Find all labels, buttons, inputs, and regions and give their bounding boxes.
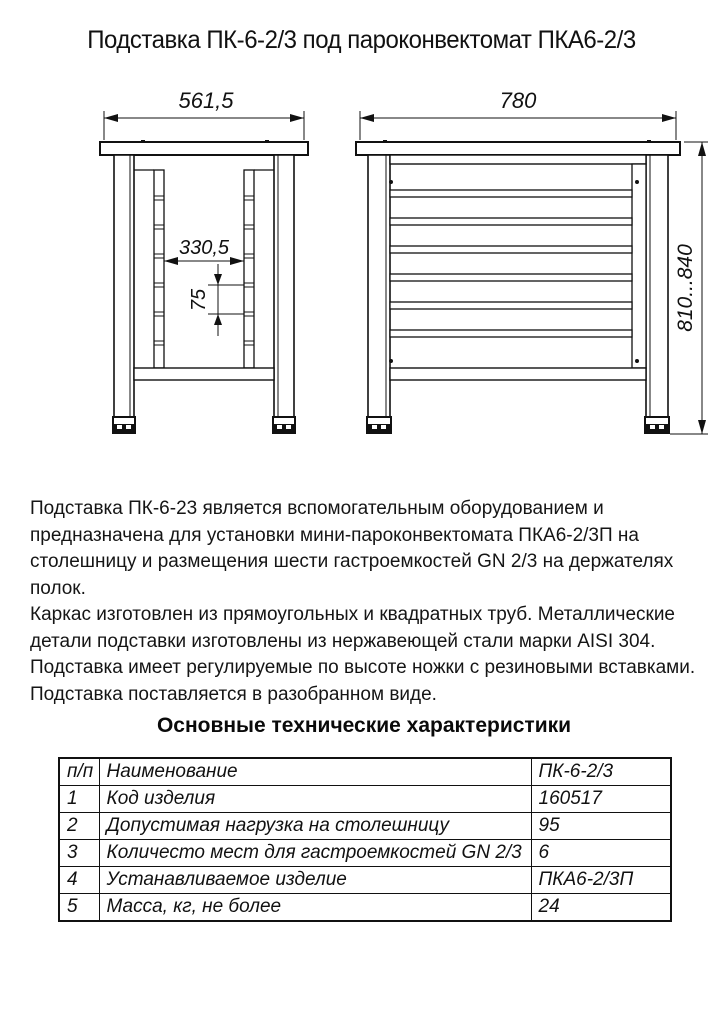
page-title: Подставка ПК-6-2/3 под пароконвектомат ПКА6-2/3 bbox=[87, 26, 636, 54]
row-name: Устанавливаемое изделие bbox=[99, 867, 531, 894]
crossbar bbox=[390, 368, 646, 380]
table-row bbox=[59, 786, 671, 813]
table-row bbox=[59, 813, 671, 840]
row-value: 6 bbox=[531, 840, 671, 867]
table-row bbox=[59, 894, 671, 922]
col-header-model: ПК-6-2/3 bbox=[531, 758, 671, 786]
dimension-label-front-inner-width: 330,5 bbox=[178, 237, 230, 259]
col-header-name: Наименование bbox=[99, 758, 531, 786]
row-index: 2 bbox=[59, 813, 99, 840]
row-value: ПКА6-2/3П bbox=[531, 867, 671, 894]
col-header-index: п/п bbox=[59, 758, 99, 786]
leg bbox=[114, 155, 134, 417]
shelf-guides bbox=[390, 190, 632, 337]
row-index: 5 bbox=[59, 894, 99, 922]
dimension-arrow bbox=[290, 114, 304, 122]
dimension-arrow bbox=[360, 114, 374, 122]
tabletop bbox=[356, 142, 680, 155]
adjustable-foot bbox=[644, 417, 670, 434]
top-frame-rail bbox=[390, 155, 646, 164]
dimension-arrow bbox=[230, 257, 244, 265]
description-text bbox=[30, 496, 702, 708]
adjustable-foot bbox=[272, 417, 296, 434]
row-name: Количесто мест для гастроемкостей GN 2/3 bbox=[99, 840, 531, 867]
row-name: Допустимая нагрузка на столешницу bbox=[99, 813, 531, 840]
tabletop bbox=[100, 142, 308, 155]
table-row bbox=[59, 840, 671, 867]
adjustable-foot bbox=[112, 417, 136, 434]
row-index: 4 bbox=[59, 867, 99, 894]
side-view-drawing bbox=[350, 84, 712, 446]
row-value: 95 bbox=[531, 813, 671, 840]
dimension-label-front-width: 561,5 bbox=[178, 88, 234, 113]
dimension-label-side-width: 780 bbox=[499, 88, 537, 113]
specs-title: Основные технические характеристики bbox=[156, 714, 572, 737]
specs-table bbox=[58, 757, 672, 922]
description-paragraph: Каркас изготовлен из прямоугольных и квадратных труб. Металлические детали подставки изготовлены из нержавеющей стали марки AISI 304. bbox=[30, 604, 675, 652]
row-name: Код изделия bbox=[99, 786, 531, 813]
dimension-arrow bbox=[214, 314, 222, 325]
table-row bbox=[59, 867, 671, 894]
leg bbox=[368, 155, 390, 417]
front-view-drawing bbox=[92, 84, 320, 446]
table-header-row bbox=[59, 758, 671, 786]
dimension-arrow bbox=[104, 114, 118, 122]
row-value: 160517 bbox=[531, 786, 671, 813]
description-paragraph: Подставка ПК-6-23 является вспомогательным оборудованием и предназначена для установки мини-пароконвектомата ПКА6-2/3П на столешницу и размещения шести гастроемкостей GN 2/3 на держателях полок. bbox=[30, 498, 674, 599]
dimension-arrow bbox=[662, 114, 676, 122]
dimension-label-shelf-pitch: 75 bbox=[188, 288, 210, 312]
description-paragraph: Подставка поставляется в разобранном виде. bbox=[30, 683, 437, 705]
dimension-arrow bbox=[214, 274, 222, 285]
dimension-arrow bbox=[698, 142, 706, 156]
row-index: 3 bbox=[59, 840, 99, 867]
leg bbox=[646, 155, 668, 417]
dimension-arrow bbox=[164, 257, 178, 265]
row-index: 1 bbox=[59, 786, 99, 813]
dimension-arrow bbox=[698, 420, 706, 434]
row-name: Масса, кг, не более bbox=[99, 894, 531, 922]
leg bbox=[274, 155, 294, 417]
rail-strip bbox=[632, 164, 646, 368]
crossbar bbox=[134, 368, 274, 380]
description-paragraph: Подставка имеет регулируемые по высоте ножки с резиновыми вставками. bbox=[30, 657, 696, 678]
dimension-label-height: 810...840 bbox=[674, 244, 697, 332]
adjustable-foot bbox=[366, 417, 392, 434]
row-value: 24 bbox=[531, 894, 671, 922]
